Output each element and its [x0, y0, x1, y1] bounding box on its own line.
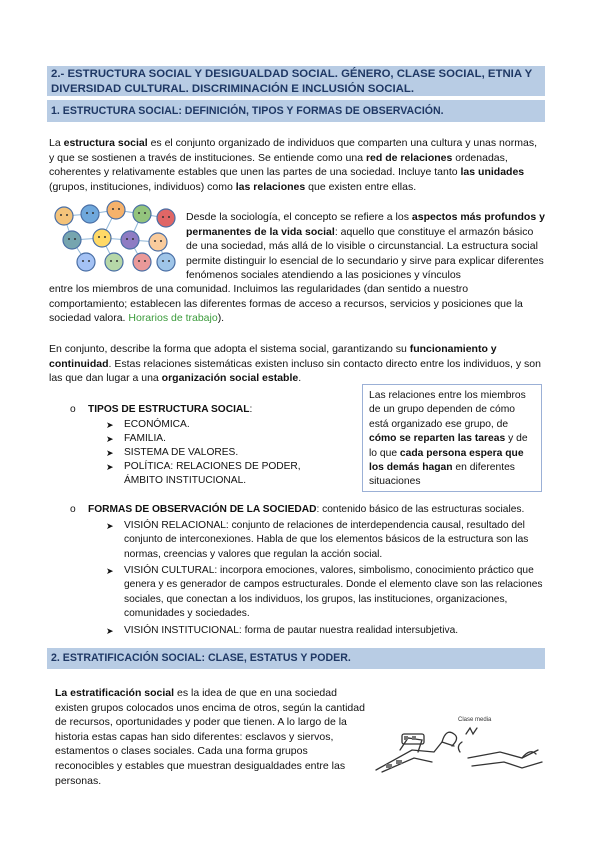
arrow-bullet-icon: ➤ [106, 448, 114, 458]
formas-heading: FORMAS DE OBSERVACIÓN DE LA SOCIEDAD: contenido básico de las estructuras sociales. [88, 504, 525, 515]
social-network-illustration [50, 200, 178, 274]
subsection-title-estratificacion: 2. ESTRATIFICACIÓN SOCIAL: CLASE, ESTATUS Y PODER. [47, 648, 545, 669]
paragraph-sociology-b: entre los miembros de una comunidad. Incluimos las regularidades (dan sentido a nuestro comportamiento; establecen las diferentes formas de acceso a recursos, servicios y posiciones que la sociedad valora. Horarios de trabajo). [49, 283, 523, 325]
paragraph-sociology-a: Desde la sociología, el concepto se refiere a los aspectos más profundos y permanentes de la vida social: aquello que constituye el armazón básico de una sociedad, más allá de lo visible o circunstancial. La estructura social permite distinguir lo esencial de lo secundario y sirve para explicar diferentes fenómenos sociales atendiendo a las posiciones y vínculos [186, 211, 545, 282]
arrow-bullet-icon: ➤ [106, 434, 114, 444]
stratification-cartoon [372, 712, 548, 776]
tipos-item: ECONÓMICA. [124, 419, 190, 430]
arrow-bullet-icon: ➤ [106, 626, 114, 636]
arrow-bullet-icon: ➤ [106, 521, 114, 531]
bullet-o-tipos: o [70, 404, 76, 415]
arrow-bullet-icon: ➤ [106, 462, 114, 472]
bullet-o-formas: o [70, 504, 76, 515]
paragraph-conjunto: En conjunto, describe la forma que adopta el sistema social, garantizando su funcionamiento y continuidad. Estas relaciones sistemáticas existen incluso sin contacto directo entre los individuos, y son las que dan lugar a una organización social estable. [49, 343, 541, 385]
section-title: 2.- ESTRUCTURA SOCIAL Y DESIGUALDAD SOCIAL. GÉNERO, CLASE SOCIAL, ETNIA Y DIVERSIDAD CULTURAL. DISCRIMINACIÓN E INCLUSIÓN SOCIAL. [47, 66, 545, 96]
formas-item-institucional: VISIÓN INSTITUCIONAL: forma de pautar nuestra realidad intersubjetiva. [124, 625, 459, 636]
tipos-item: SISTEMA DE VALORES. [124, 447, 239, 458]
formas-item-relacional: VISIÓN RELACIONAL: conjunto de relaciones de interdependencia causal, resultado del conjunto de interconexiones. Habla de que los elementos básicos de la estructura son las normas, creencias y valores que regulan la acción social. [124, 520, 529, 560]
formas-item-cultural: VISIÓN CULTURAL: incorpora emociones, valores, simbolismo, conocimiento práctico que genera y es generador de campos estructurales. Donde el elemento clave son las relaciones sociales, que conectan a los individuos, los grupos, las instituciones, organizaciones, comunidades y sociedades. [124, 565, 543, 620]
paragraph-estratificacion: La estratificación social es la idea de que en una sociedad existen grupos colocados unos encima de otros, según la cantidad de recursos, oportunidades y poder que tienen. A lo largo de la historia estas capas han sido diferentes: esclavos y siervos, estamentos o clases sociales. Cada una forma grupos reconocibles y estables que muestran desigualdades entre las personas. [55, 687, 365, 787]
arrow-bullet-icon: ➤ [106, 566, 114, 576]
highlight-horarios: Horarios de trabajo [128, 312, 218, 325]
callout-box: Las relaciones entre los miembros de un grupo dependen de cómo está organizado ese grupo, de cómo se reparten las tareas y de lo que cada persona espera que los demás hagan en diferentes situaciones [362, 384, 542, 492]
paragraph-definition: La estructura social es el conjunto organizado de individuos que comparten una cultura y unas normas, y que se sostienen a través de instituciones. Se entiende como una red de relaciones ordenadas, coherentes y relativamente estables que unen las partes de una sociedad. Incluye tanto las unidades (grupos, instituciones, individuos) como las relaciones que existen entre ellas. [49, 137, 537, 193]
tipos-item: FAMILIA. [124, 433, 166, 444]
tipos-heading: TIPOS DE ESTRUCTURA SOCIAL: [88, 404, 253, 415]
tipos-item: POLÍTICA: RELACIONES DE PODER, ÁMBITO INSTITUCIONAL. [124, 461, 301, 487]
cartoon-caption: Clase media [458, 717, 492, 723]
arrow-bullet-icon: ➤ [106, 420, 114, 430]
subsection-title-estructura: 1. ESTRUCTURA SOCIAL: DEFINICIÓN, TIPOS Y FORMAS DE OBSERVACIÓN. [47, 100, 545, 122]
